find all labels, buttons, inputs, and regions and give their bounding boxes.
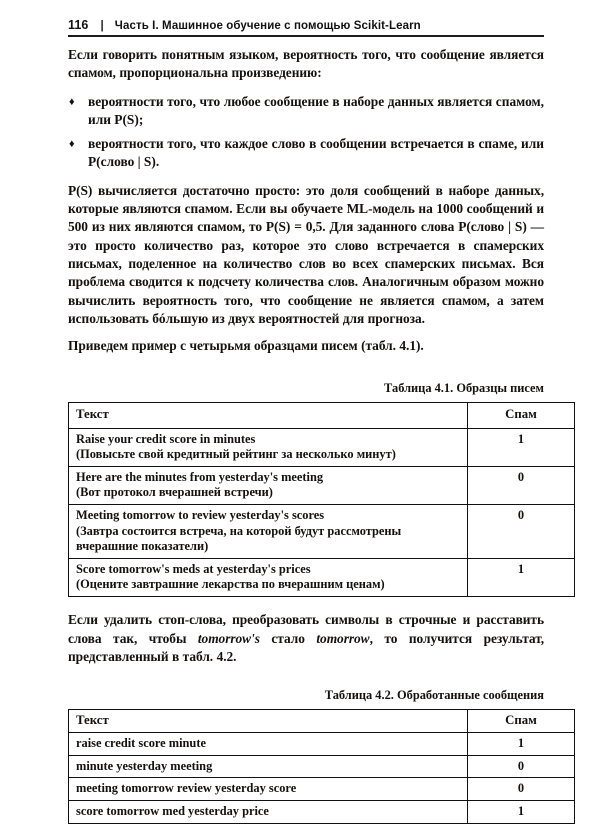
cell-text <box>69 467 468 505</box>
between-text-italic2: tomorrow <box>316 630 370 646</box>
cell-text <box>69 505 468 559</box>
running-head <box>68 18 544 32</box>
diamond-bullet-icon: ♦ <box>69 95 75 108</box>
table-row <box>69 733 575 756</box>
list-item <box>68 93 544 130</box>
cell-text-ru: (Вот протокол вчерашней встречи) <box>76 485 273 500</box>
table2-caption-title: Обработанные сообщения <box>397 688 544 703</box>
table1-caption <box>68 380 544 396</box>
spacer <box>68 675 544 687</box>
table-row <box>69 467 575 505</box>
table-row <box>69 755 575 778</box>
cell-text <box>69 428 468 466</box>
cell-text-ru: (Завтра состоится встреча, на которой будут рассмотрены вчерашние показатели) <box>76 523 402 553</box>
running-head-separator: | <box>100 20 104 32</box>
table-header-row <box>69 710 575 733</box>
diamond-bullet-icon: ♦ <box>69 138 75 151</box>
page-body <box>68 46 544 824</box>
cell-spam: 0 <box>468 467 575 505</box>
table-row <box>69 778 575 801</box>
cell-spam: 1 <box>468 801 575 824</box>
spacer <box>68 364 544 380</box>
column-header-text: Текст <box>69 710 468 733</box>
cell-text: raise credit score minute <box>69 733 468 756</box>
cell-spam: 0 <box>468 755 575 778</box>
column-header-spam: Спам <box>468 403 575 428</box>
bullet-list <box>68 93 544 172</box>
example-intro-paragraph: Приведем пример с четырьмя образцами писем (табл. 4.1). <box>68 338 424 354</box>
table1-caption-title: Образцы писем <box>456 381 544 396</box>
cell-text <box>69 559 468 597</box>
table2-caption <box>68 687 544 703</box>
list-item-label: вероятности того, что любое сообщение в наборе данных является спамом, или P(S); <box>88 93 544 127</box>
between-text-italic1: tomorrow's <box>197 630 260 646</box>
cell-text-en: Raise your credit score in minutes <box>76 431 256 446</box>
spacer <box>68 597 544 611</box>
table-row <box>69 505 575 559</box>
table1-caption-number: Таблица 4.1. <box>384 381 454 396</box>
intro-paragraph: Если говорить понятным языком, вероятность того, что сообщение является спамом, пропорциональна произведению: <box>68 47 544 81</box>
cell-spam: 1 <box>468 428 575 466</box>
between-text-part3: , то получится результат, представленный в табл. 4.2. <box>68 630 545 665</box>
list-item <box>68 135 544 172</box>
cell-text-en: Score tomorrow's meds at yesterday's prices <box>76 562 311 577</box>
cell-spam: 1 <box>468 733 575 756</box>
column-header-text: Текст <box>69 403 468 428</box>
table-header-row <box>69 403 575 428</box>
explanation-paragraph: P(S) вычисляется достаточно просто: это доля сообщений в наборе данных, которые являются спамом. Если вы обучаете ML-модель на 1000 сообщений и 500 из них являются спамом, то P(S) = 0,5. Для заданного слова P(слово | S) — это просто количество раз, которое это слово встречается в спамерских письмах, поделенное на количество слов во всех спамерских письмах. Вся проблема сводится к подсчету количества слов. Аналогичным образом можно вычислить вероятность того, что сообщение не является спамом, а затем использовать бóльшую из двух вероятностей для прогноза. <box>68 182 544 326</box>
table-processed-messages <box>68 709 575 824</box>
running-head-title: Часть I. Машинное обучение с помощью Scikit-Learn <box>114 20 421 32</box>
running-head-rule <box>68 35 544 37</box>
cell-text: minute yesterday meeting <box>69 755 468 778</box>
cell-text: score tomorrow med yesterday price <box>69 801 468 824</box>
between-tables-paragraph <box>68 611 544 666</box>
table-samples <box>68 402 575 597</box>
cell-text-en: Here are the minutes from yesterday's meeting <box>76 470 324 485</box>
between-text-part2: стало <box>259 630 317 646</box>
cell-spam: 0 <box>468 778 575 801</box>
cell-text-en: Meeting tomorrow to review yesterday's scores <box>76 508 325 523</box>
cell-text-ru: (Оцените завтрашние лекарства по вчерашним ценам) <box>76 577 385 592</box>
table-row <box>69 428 575 466</box>
page-number: 116 <box>68 18 89 32</box>
cell-spam: 0 <box>468 505 575 559</box>
cell-text-ru: (Повысьте свой кредитный рейтинг за несколько минут) <box>76 446 396 461</box>
between-text-part1: Если удалить стоп-слова, преобразовать символы в строчные и расставить слова так, чтобы <box>68 612 544 646</box>
cell-spam: 1 <box>468 559 575 597</box>
table-row <box>69 801 575 824</box>
column-header-spam: Спам <box>468 710 575 733</box>
list-item-label: вероятности того, что каждое слово в сообщении встречается в спаме, или P(слово | S). <box>88 136 544 170</box>
cell-text: meeting tomorrow review yesterday score <box>69 778 468 801</box>
table2-caption-number: Таблица 4.2. <box>324 688 394 703</box>
table-row <box>69 559 575 597</box>
